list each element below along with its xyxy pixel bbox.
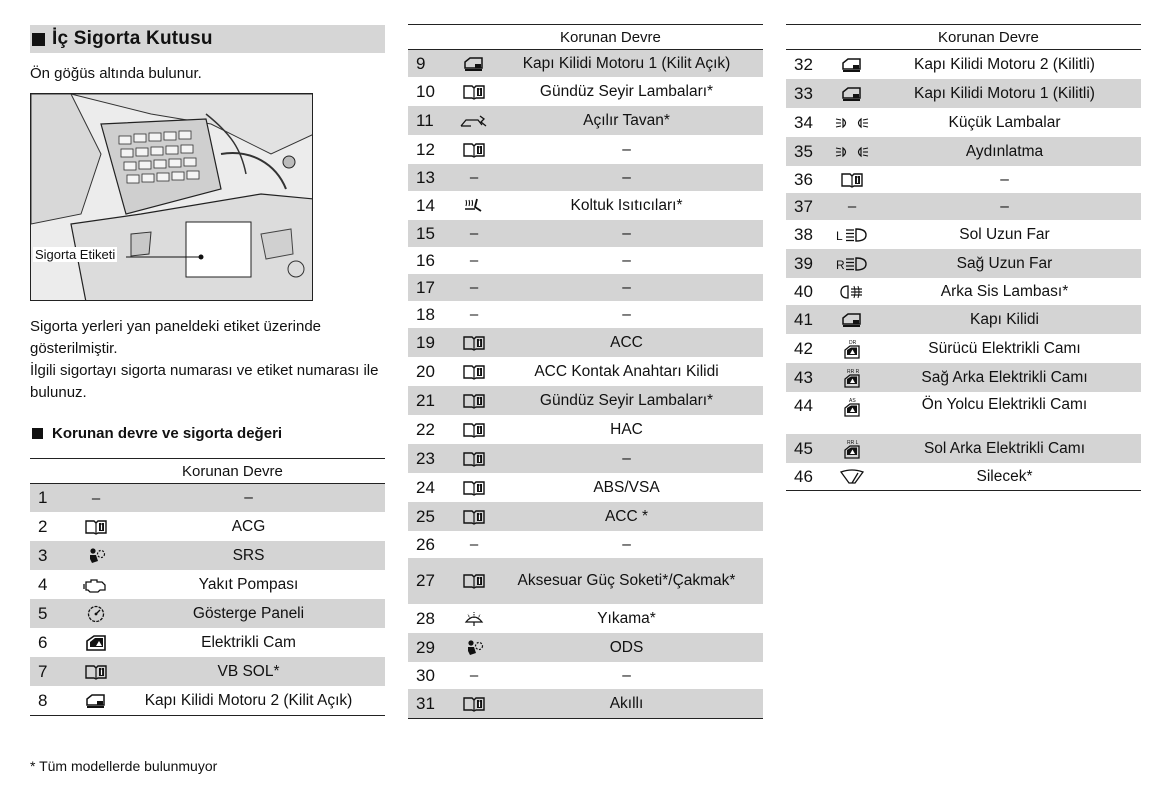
table-row [408,328,763,357]
protected-circuit: Açılır Tavan* [583,111,670,129]
power-window-icon [76,634,116,652]
description-text: Sigorta yerleri yan paneldeki etiket üzerinde gösterilmiştir. İlgili sigortayı sigorta numarası ve etiket numarası ile bulunuz. [30,318,379,401]
table-row [408,135,763,164]
table-row [408,164,763,191]
table-row [408,662,763,689]
protected-circuit: ACC * [604,507,649,525]
table-row [408,502,763,531]
svg-text:AS: AS [849,398,856,404]
fuse-table-1 [30,458,385,716]
protected-circuit: ACC [610,333,643,351]
fuse-number: 27 [416,571,435,590]
protected-circuit: Gündüz Seyir Lambaları* [539,82,714,100]
door-lock-icon [832,312,872,328]
fuse-number: 22 [416,419,435,439]
table-header [786,24,1141,50]
fuse-number: 34 [794,112,813,132]
protected-circuit: Ön Yolcu Elektrikli Camı [921,396,1088,413]
fuse-number: 19 [416,332,435,352]
table-row [786,434,1141,463]
table-row [786,193,1141,220]
fuse-number: 41 [794,309,813,329]
manual-icon [454,696,494,712]
table-row [408,531,763,558]
table-row [408,191,763,220]
protected-circuit: Kapı Kilidi Motoru 2 (Kilit Açık) [144,691,353,709]
fuse-number: 1 [38,488,48,507]
wiper-icon [832,468,872,486]
table-row [786,50,1141,79]
fuse-number: 44 [794,396,813,415]
protected-circuit: Kapı Kilidi [970,310,1039,328]
column-header-circuit: Korunan Devre [560,28,661,46]
fuse-number: 43 [794,367,813,387]
no-icon-dash: – [469,279,479,296]
table-row [408,220,763,247]
subheading-square-bullet [32,428,43,439]
fuse-number: 40 [794,281,813,301]
airbag-icon [454,639,494,657]
column-header-circuit: Korunan Devre [182,462,283,480]
gauge-icon [76,604,116,624]
fuse-number: 28 [416,608,435,628]
fuse-number: 37 [794,196,813,216]
table-row [408,301,763,328]
protected-circuit: Kapı Kilidi Motoru 1 (Kilit Açık) [522,54,731,72]
rear-fog-icon [832,284,872,300]
table-row [408,604,763,633]
fuse-number: 5 [38,603,48,623]
protected-circuit: ABS/VSA [593,478,660,496]
table-row [408,633,763,662]
sunroof-icon [454,113,494,129]
manual-icon [454,364,494,380]
protected-circuit: SRS [232,546,265,564]
table-row [30,657,385,686]
window-as-icon [832,392,872,418]
fuse-number: 7 [38,661,48,681]
svg-text:RR L: RR L [847,439,859,446]
protected-circuit: Sol Uzun Far [959,225,1050,243]
seat-heater-icon [454,197,494,215]
protected-circuit: – [622,224,631,242]
manual-icon [454,451,494,467]
manual-icon [454,142,494,158]
table-row [408,274,763,301]
svg-text:DR: DR [849,339,857,346]
fuse-number: 10 [416,81,435,101]
fuse-number: 8 [38,690,48,710]
table-row [408,444,763,473]
protected-circuit: Sürücü Elektrikli Camı [928,339,1081,357]
protected-circuit: – [244,489,253,506]
door-lock-icon [832,86,872,102]
protected-circuit: Sol Arka Elektrikli Camı [923,439,1086,457]
table-row [408,77,763,106]
protected-circuit: Koltuk Isıtıcıları* [570,196,683,214]
table-row [30,484,385,512]
fuse-number: 17 [416,277,435,297]
table-row [786,392,1141,434]
table-row [786,137,1141,166]
table-row [30,570,385,599]
protected-circuit: Yakıt Pompası [198,575,299,593]
protected-circuit: Akıllı [609,694,644,712]
window-rl-icon [832,438,872,460]
table-row [786,220,1141,249]
title-square-bullet [32,33,45,46]
fuse-number: 45 [794,438,813,458]
subheading-text: Korunan devre ve sigorta değeri [52,425,283,442]
fuse-number: 35 [794,141,813,161]
fuse-number: 25 [416,506,435,526]
table-header [30,458,385,484]
table-bottom-rule [30,715,385,716]
table-row [408,50,763,77]
no-icon-dash: – [847,198,857,215]
fuse-number: 15 [416,223,435,243]
section-title-bar [30,25,385,53]
table-row [408,247,763,274]
protected-circuit: Aydınlatma [965,142,1044,160]
protected-circuit: – [622,535,631,553]
fuse-number: 13 [416,167,435,187]
fuse-number: 18 [416,304,435,324]
fuse-number: 14 [416,195,435,215]
protected-circuit: – [622,449,631,467]
fuse-number: 21 [416,390,435,410]
small-lamp-icon [832,144,872,160]
protected-circuit: Sağ Uzun Far [956,254,1053,272]
fuse-box-illustration [30,93,313,301]
table-row [786,363,1141,392]
table-row [408,106,763,135]
fuse-label-callout: Sigorta Etiketi [35,247,116,262]
protected-circuit: Silecek* [976,467,1033,485]
protected-circuit: Yıkama* [597,609,656,627]
fuse-table-3 [786,24,1141,491]
table-row [786,166,1141,193]
fuse-number: 11 [416,110,434,130]
column-header-circuit: Korunan Devre [938,28,1039,46]
no-icon-dash: – [469,252,479,269]
fuse-table-2 [408,24,763,719]
protected-circuit: VB SOL* [217,662,280,680]
no-icon-dash: – [469,306,479,323]
washer-icon [454,610,494,628]
fuse-number: 2 [38,516,48,536]
airbag-icon [76,547,116,565]
protected-circuit: – [622,305,631,323]
protected-circuit: – [1000,197,1009,215]
svg-text:R: R [836,257,845,272]
table-row [408,689,763,718]
protected-circuit: HAC [610,420,643,438]
manual-icon [454,335,494,351]
table-header [408,24,763,50]
fuse-number: 6 [38,632,48,652]
manual-icon [76,664,116,680]
manual-icon [454,509,494,525]
manual-icon [454,480,494,496]
table-row [408,558,763,604]
fuse-box-drawing [31,94,313,301]
fuse-number: 46 [794,466,813,486]
no-icon-dash: – [469,536,479,553]
protected-circuit: – [622,666,631,684]
protected-circuit: Kapı Kilidi Motoru 2 (Kilitli) [914,55,1095,73]
no-icon-dash: – [91,489,101,507]
fuse-number: 12 [416,139,435,159]
table-row [30,599,385,628]
fuse-number: 39 [794,253,813,273]
table-row [408,415,763,444]
protected-circuit: ACG [231,517,266,535]
fuse-number: 3 [38,545,48,565]
protected-circuit: Kapı Kilidi Motoru 1 (Kilitli) [914,84,1095,102]
no-icon-dash: – [469,225,479,242]
fuse-number: 20 [416,361,435,381]
window-dr-icon [832,338,872,360]
svg-text:L: L [836,228,843,243]
fuse-number: 33 [794,83,813,103]
table-row [786,79,1141,108]
fuse-number: 9 [416,53,426,73]
protected-circuit: – [622,168,631,186]
svg-text:RR R: RR R [847,368,860,375]
protected-circuit: – [622,251,631,269]
fuse-number: 24 [416,477,435,497]
engine-icon [76,576,116,594]
manual-icon [454,393,494,409]
table-row [786,108,1141,137]
door-lock-icon [454,56,494,72]
table-row [786,305,1141,334]
table-row [786,334,1141,363]
protected-circuit: Küçük Lambalar [948,113,1061,131]
right-highbeam-icon [832,256,872,272]
table-row [30,628,385,657]
fuse-number: 26 [416,534,435,554]
door-lock-icon [76,693,116,709]
window-rr-icon [832,367,872,389]
table-bottom-rule [408,718,763,719]
fuse-number: 16 [416,250,435,270]
footnote: * Tüm modellerde bulunmuyor [30,758,218,774]
protected-circuit: Elektrikli Cam [201,633,296,651]
fuse-number: 4 [38,574,48,594]
fuse-number: 36 [794,169,813,189]
protected-circuit: Arka Sis Lambası* [940,282,1069,300]
fuse-number: 42 [794,338,813,358]
fuse-number: 30 [416,665,435,685]
protected-circuit: ACC Kontak Anahtarı Kilidi [534,362,719,380]
table-row [408,357,763,386]
small-lamp-icon [832,115,872,131]
no-icon-dash: – [469,169,479,186]
manual-icon [454,422,494,438]
table-row [786,249,1141,278]
location-note: Ön göğüs altında bulunur. [30,65,202,82]
door-lock-icon [832,57,872,73]
fuse-number: 23 [416,448,435,468]
table-row [408,386,763,415]
table-row [30,512,385,541]
protected-circuit: Aksesuar Güç Soketi*/Çakmak* [517,572,736,589]
protected-circuit: – [1000,170,1009,188]
fuse-number: 29 [416,637,435,657]
manual-icon [76,519,116,535]
table-row [30,541,385,570]
left-highbeam-icon [832,227,872,243]
table-row [786,278,1141,305]
fuse-number: 38 [794,224,813,244]
no-icon-dash: – [469,667,479,684]
manual-icon [454,573,494,589]
table-bottom-rule [786,490,1141,491]
table-subheading [30,425,282,442]
table-row [30,686,385,715]
table-row [408,473,763,502]
manual-icon [454,84,494,100]
table-row [786,463,1141,490]
fuse-number: 31 [416,693,435,713]
protected-circuit: ODS [609,638,644,656]
protected-circuit: Sağ Arka Elektrikli Camı [921,368,1088,386]
protected-circuit: – [622,140,631,158]
page-title: İç Sigorta Kutusu [52,28,213,49]
protected-circuit: Gösterge Paneli [192,604,305,622]
protected-circuit: Gündüz Seyir Lambaları* [539,391,714,409]
protected-circuit: – [622,278,631,296]
fuse-number: 32 [794,54,813,74]
manual-icon [832,172,872,188]
